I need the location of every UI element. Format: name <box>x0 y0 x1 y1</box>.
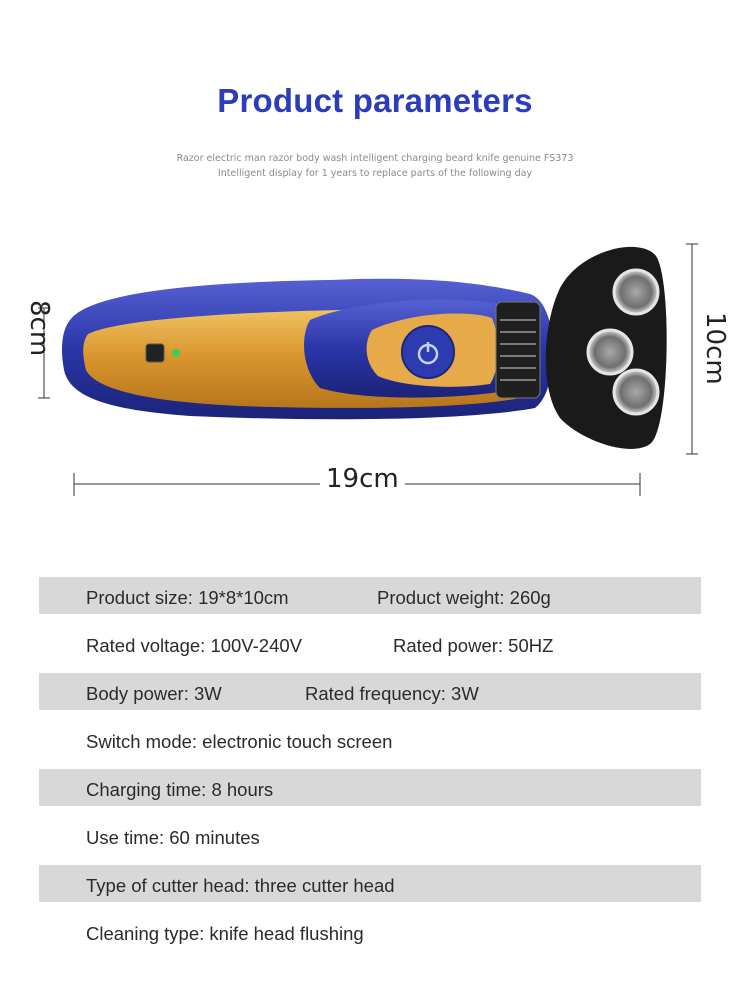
spec-row <box>39 624 701 672</box>
head-size-label: 10cm <box>700 312 730 385</box>
spec-row <box>39 576 701 624</box>
product-figure <box>0 230 750 510</box>
spec-product-weight: Product weight: 260g <box>377 587 551 608</box>
spec-charging-time: Charging time: 8 hours <box>86 779 274 800</box>
spec-rated-power: Rated power: 50HZ <box>393 635 554 656</box>
spec-row <box>39 720 701 768</box>
page-title: Product parameters <box>217 82 533 119</box>
shaver-body <box>62 279 553 420</box>
spec-table <box>39 576 701 960</box>
spec-cutter-head: Type of cutter head: three cutter head <box>86 875 395 896</box>
subtitle-line-1: Razor electric man razor body wash intelligent charging beard knife genuine FS373 <box>176 153 574 164</box>
cutter-head <box>546 247 667 449</box>
height-label: 8cm <box>24 300 54 357</box>
spec-switch-mode: Switch mode: electronic touch screen <box>86 731 393 752</box>
subtitle-line-2: Intelligent display for 1 years to replace parts of the following day <box>217 168 533 179</box>
spec-row <box>39 864 701 912</box>
spec-row <box>39 768 701 816</box>
spec-row <box>39 672 701 720</box>
spec-cleaning-type: Cleaning type: knife head flushing <box>86 923 364 944</box>
spec-rated-frequency: Rated frequency: 3W <box>305 683 479 704</box>
spec-body-power: Body power: 3W <box>86 683 222 704</box>
spec-rated-voltage: Rated voltage: 100V-240V <box>86 635 302 656</box>
length-label: 19cm <box>320 464 405 494</box>
spec-row <box>39 816 701 864</box>
spec-row <box>39 912 701 960</box>
spec-product-size: Product size: 19*8*10cm <box>86 587 289 608</box>
spec-use-time: Use time: 60 minutes <box>86 827 260 848</box>
